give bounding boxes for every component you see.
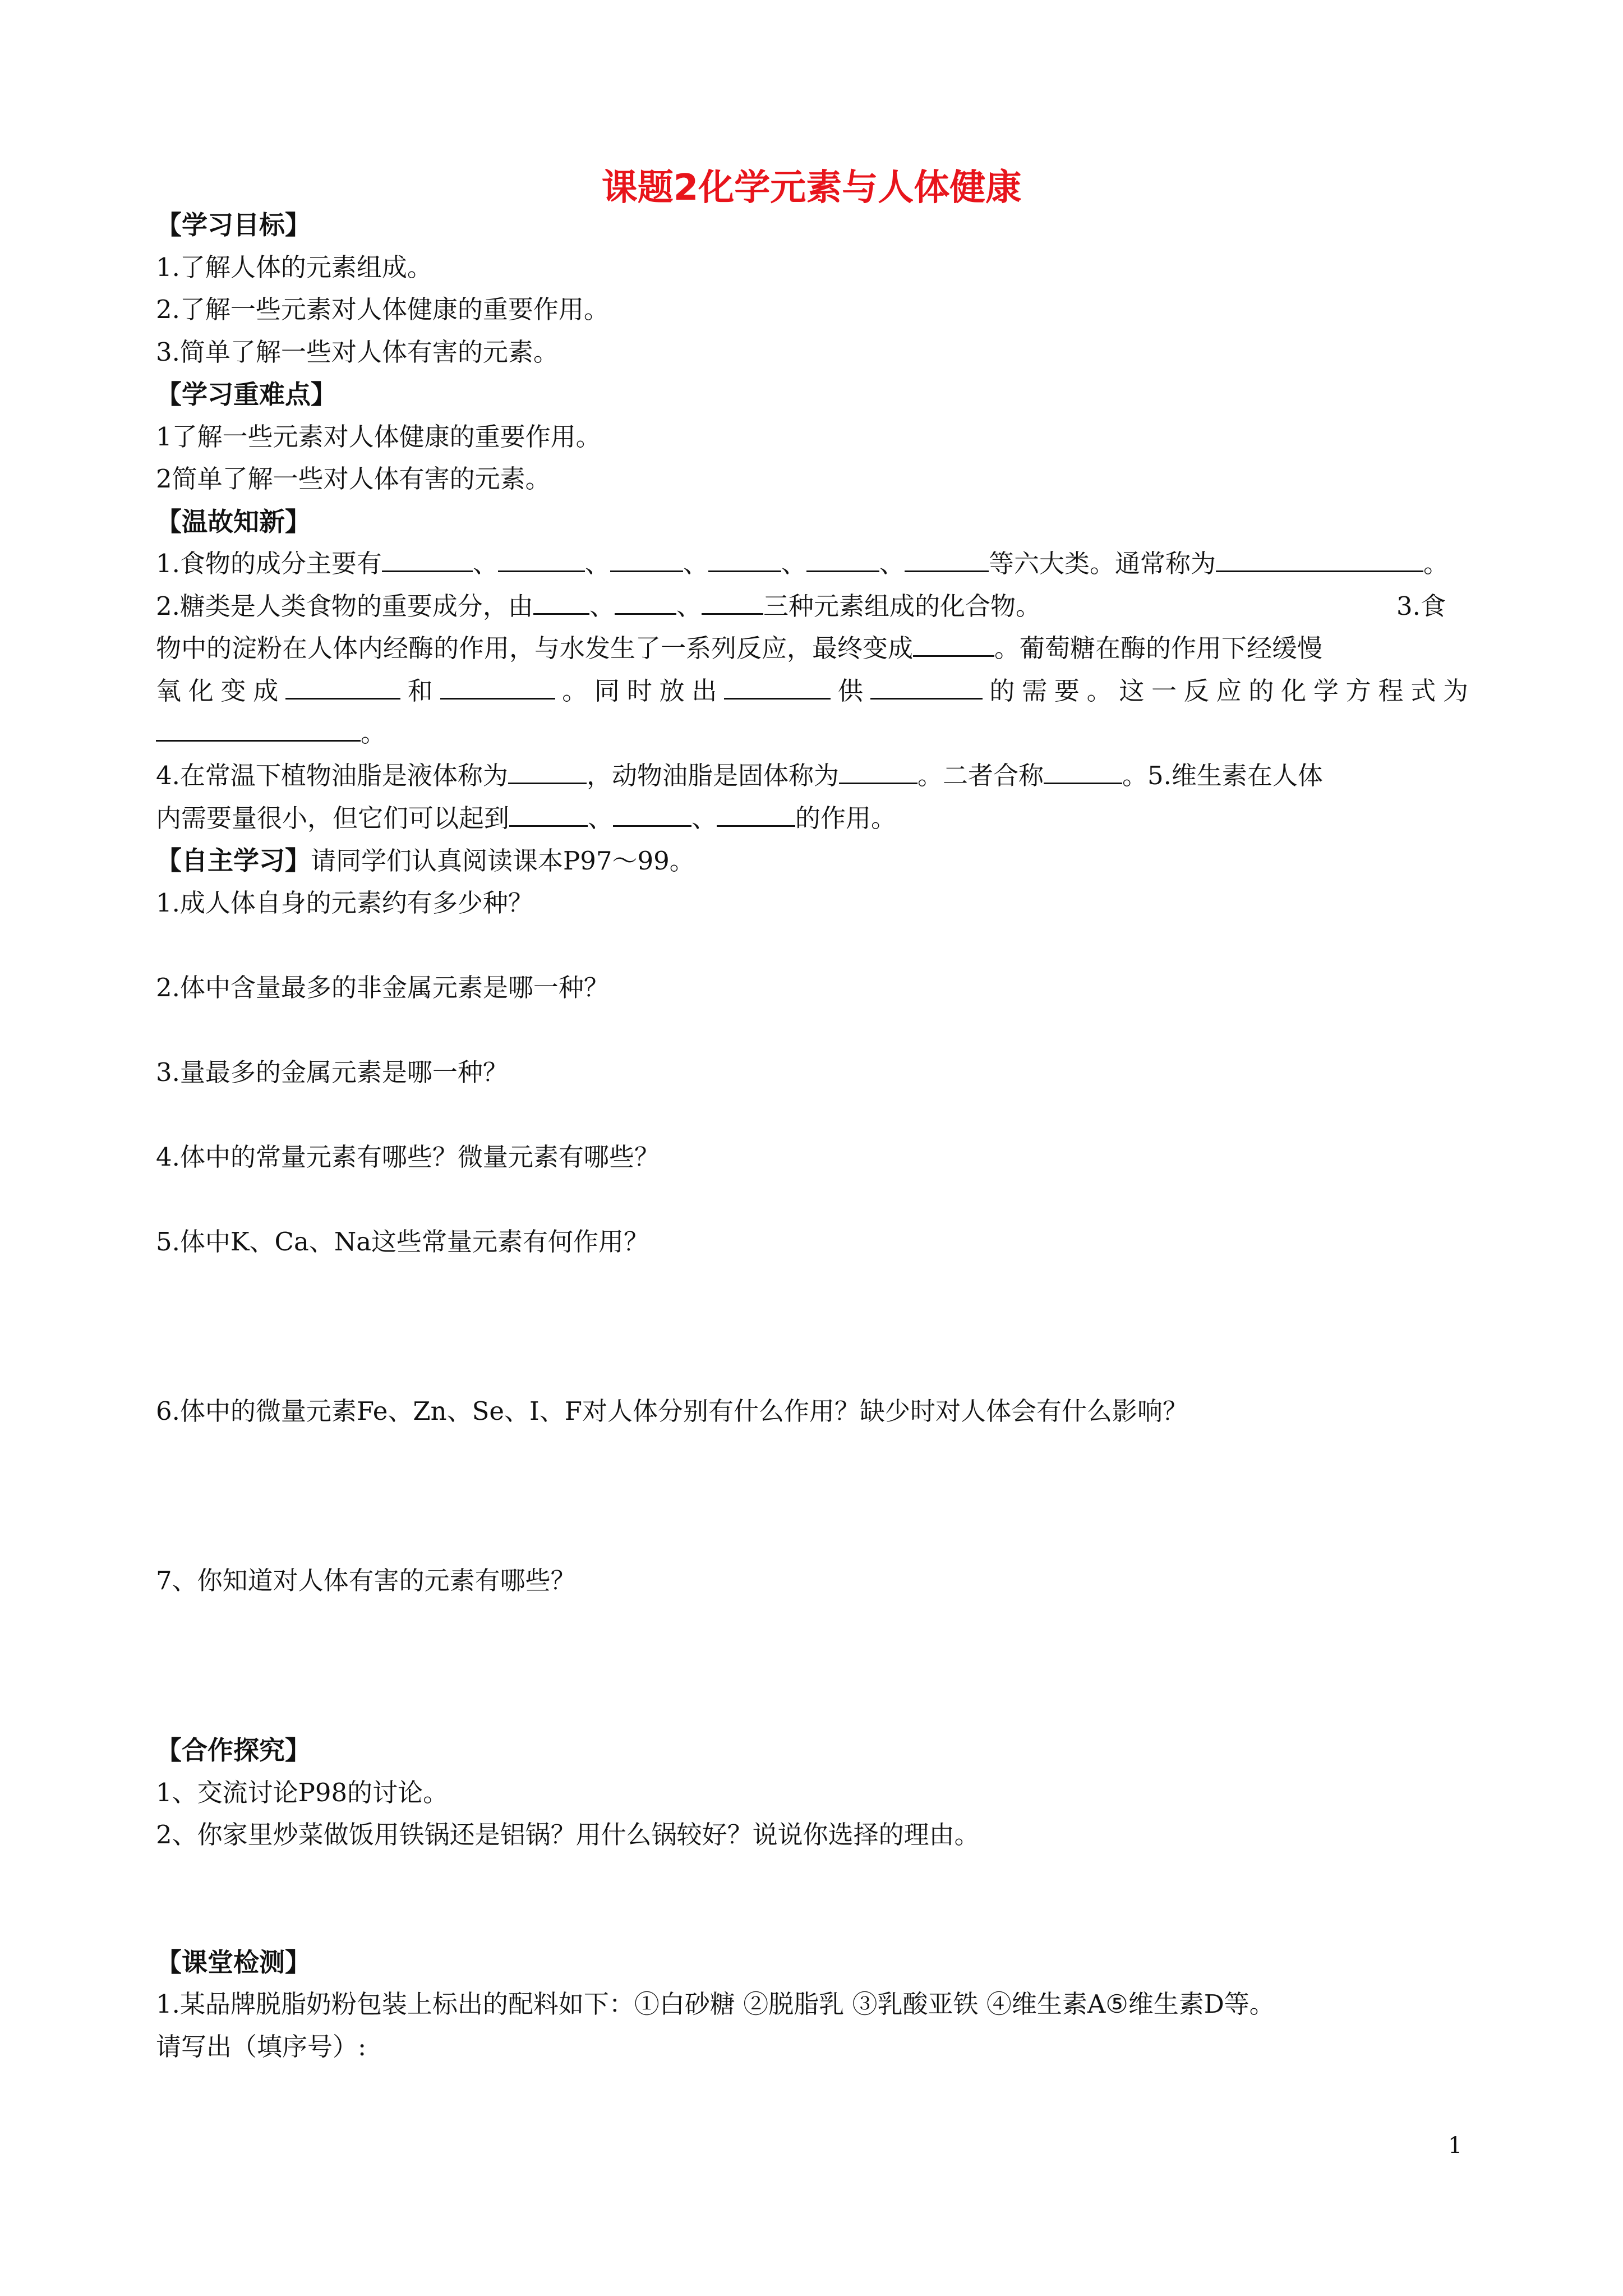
section-heading-self-study: 【自主学习】	[156, 845, 311, 876]
test-question: 1.某品牌脱脂奶粉包装上标出的配料如下：①白砂糖 ②脱脂乳 ③乳酸亚铁 ④维生素A⑤维生素D等。	[156, 1989, 1275, 2019]
question-text: 1.食物的成分主要有	[156, 549, 382, 578]
keypoint-item: 2简单了解一些对人体有害的元素。	[156, 464, 551, 494]
fill-blank[interactable]	[717, 803, 795, 827]
question-text: 和	[400, 676, 440, 706]
question-text: 。5.维生素在人体	[1122, 761, 1323, 790]
question-text: 等六大类。通常称为	[989, 549, 1216, 578]
section-heading-cooperation: 【合作探究】	[156, 1735, 311, 1765]
fill-blank[interactable]	[806, 548, 879, 572]
self-study-question: 1.成人体自身的元素约有多少种？	[156, 888, 533, 918]
fill-blank[interactable]	[509, 803, 588, 827]
fill-blank[interactable]	[533, 591, 589, 615]
fill-blank[interactable]	[440, 675, 555, 700]
question-text: 氧化变成	[156, 676, 286, 706]
fill-blank[interactable]	[285, 675, 400, 700]
question-text: 4.在常温下植物油脂是液体称为	[156, 761, 508, 790]
self-study-question: 5.体中K、Ca、Na这些常量元素有何作用？	[156, 1227, 649, 1257]
test-question: 请写出（填序号）:	[156, 2032, 367, 2062]
self-study-question: 2.体中含量最多的非金属元素是哪一种？	[156, 973, 609, 1002]
section-heading-goals: 【学习目标】	[156, 210, 311, 240]
question-text: 。二者合称	[917, 761, 1044, 790]
question-text: 内需要量很小，但它们可以起到	[156, 803, 510, 833]
question-text: 的作用。	[795, 803, 897, 833]
review-question-3-line	[156, 674, 1468, 708]
question-text: 供	[831, 676, 870, 706]
question-text: 3.食	[1396, 591, 1446, 621]
fill-blank[interactable]	[870, 675, 983, 700]
question-text: 三种元素组成的化合物。	[763, 591, 1041, 621]
self-study-header	[156, 844, 695, 878]
page-title: 课题2化学元素与人体健康	[601, 167, 1022, 209]
review-question-4	[156, 759, 1323, 793]
fill-blank[interactable]	[839, 760, 917, 784]
question-text: 物中的淀粉在人体内经酶的作用，与水发生了一系列反应，最终变成	[156, 633, 914, 663]
fill-blank[interactable]	[498, 548, 585, 572]
question-text: 、	[691, 803, 717, 833]
question-text: ，动物油脂是固体称为	[586, 761, 839, 790]
question-text: 、	[879, 549, 905, 578]
question-text: 。同时放出	[555, 676, 725, 706]
review-question-2	[156, 590, 1041, 623]
question-text: 、	[589, 591, 615, 621]
cooperation-item: 2、你家里炒菜做饭用铁锅还是铝锅？用什么锅较好？说说你选择的理由。	[156, 1820, 980, 1849]
question-text: 2.糖类是人类食物的重要成分，由	[156, 591, 533, 621]
review-question-3-line	[156, 716, 386, 750]
section-heading-keypoints: 【学习重难点】	[156, 379, 336, 409]
question-text: 、	[472, 549, 498, 578]
fill-blank[interactable]	[610, 548, 683, 572]
question-text: 。	[361, 718, 386, 748]
self-study-question: 6.体中的微量元素Fe、Zn、Se、I、F对人体分别有什么作用？缺少时对人体会有什么影响？	[156, 1396, 1188, 1426]
fill-blank[interactable]	[508, 760, 587, 784]
page-number: 1	[1448, 2133, 1463, 2159]
keypoint-item: 1了解一些元素对人体健康的重要作用。	[156, 422, 601, 452]
review-question-3-line	[156, 632, 1322, 665]
fill-blank[interactable]	[913, 633, 994, 657]
section-heading-review: 【温故知新】	[156, 507, 311, 537]
fill-blank[interactable]	[382, 548, 473, 572]
question-text: 、	[683, 549, 708, 578]
cooperation-item: 1、交流讨论P98的讨论。	[156, 1778, 449, 1807]
goal-item: 1.了解人体的元素组成。	[156, 252, 432, 282]
self-study-intro: 请同学们认真阅读课本P97～99。	[311, 846, 695, 876]
question-text: 、	[588, 803, 614, 833]
question-text: 。	[1423, 549, 1449, 578]
question-text: 、	[676, 591, 702, 621]
question-text: 的需要。这一反应的化学方程式为	[982, 676, 1468, 706]
question-text: 、	[781, 549, 806, 578]
fill-blank[interactable]	[615, 591, 676, 615]
review-question-5	[156, 802, 896, 835]
goal-item: 3.简单了解一些对人体有害的元素。	[156, 337, 559, 367]
review-question-1	[156, 547, 1449, 581]
fill-blank[interactable]	[613, 803, 691, 827]
fill-blank[interactable]	[1216, 548, 1423, 572]
fill-blank[interactable]	[724, 675, 831, 700]
fill-blank[interactable]	[702, 591, 763, 615]
fill-blank[interactable]	[708, 548, 781, 572]
question-text: 。葡萄糖在酶的作用下经缓慢	[994, 633, 1323, 663]
self-study-question: 3.量最多的金属元素是哪一种？	[156, 1057, 508, 1087]
question-text: 、	[584, 549, 610, 578]
section-heading-test: 【课堂检测】	[156, 1947, 311, 1977]
goal-item: 2.了解一些元素对人体健康的重要作用。	[156, 295, 609, 324]
fill-blank[interactable]	[905, 548, 989, 572]
fill-blank[interactable]	[156, 717, 361, 742]
self-study-question: 7、你知道对人体有害的元素有哪些？	[156, 1566, 576, 1595]
self-study-question: 4.体中的常量元素有哪些？微量元素有哪些？	[156, 1142, 660, 1172]
fill-blank[interactable]	[1044, 760, 1122, 784]
